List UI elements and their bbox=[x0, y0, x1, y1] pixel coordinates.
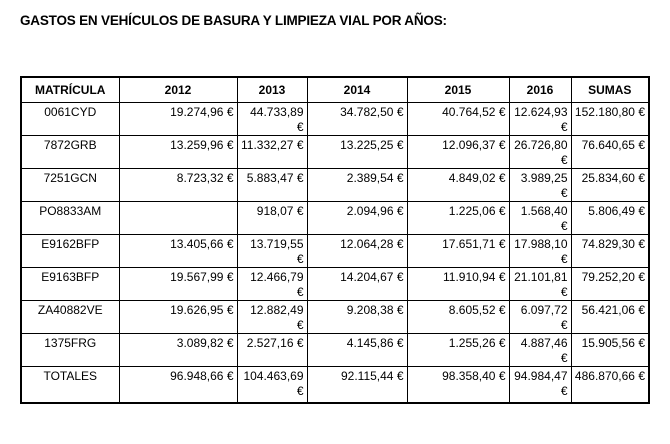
matricula-cell: E9162BFP bbox=[21, 235, 119, 268]
value-cell: 19.274,96 € bbox=[119, 103, 237, 136]
column-header-2014: 2014 bbox=[307, 77, 407, 103]
value-cell: 19.567,99 € bbox=[119, 268, 237, 301]
grand-total-cell: 486.870,66 € bbox=[571, 367, 649, 403]
value-cell: 4.145,86 € bbox=[307, 334, 407, 367]
matricula-cell: 0061CYD bbox=[21, 103, 119, 136]
value-cell: 21.101,81 € bbox=[509, 268, 571, 301]
matricula-cell: 7251GCN bbox=[21, 169, 119, 202]
table-row bbox=[21, 136, 649, 169]
value-cell: 8.723,32 € bbox=[119, 169, 237, 202]
value-cell: 12.882,49 € bbox=[237, 301, 307, 334]
expenses-table bbox=[20, 76, 650, 404]
value-cell: 13.405,66 € bbox=[119, 235, 237, 268]
value-cell: 3.089,82 € bbox=[119, 334, 237, 367]
value-cell: 5.883,47 € bbox=[237, 169, 307, 202]
sum-cell: 15.905,56 € bbox=[571, 334, 649, 367]
value-cell: 14.204,67 € bbox=[307, 268, 407, 301]
column-header-matricula: MATRÍCULA bbox=[21, 77, 119, 103]
value-cell: 4.887,46 € bbox=[509, 334, 571, 367]
column-header-2013: 2013 bbox=[237, 77, 307, 103]
sum-cell: 56.421,06 € bbox=[571, 301, 649, 334]
value-cell: 1.568,40 € bbox=[509, 202, 571, 235]
table-row bbox=[21, 301, 649, 334]
sum-cell: 152.180,80 € bbox=[571, 103, 649, 136]
value-cell: 12.466,79 € bbox=[237, 268, 307, 301]
column-header-2015: 2015 bbox=[407, 77, 509, 103]
sum-cell: 79.252,20 € bbox=[571, 268, 649, 301]
value-cell: 1.225,06 € bbox=[407, 202, 509, 235]
value-cell: 34.782,50 € bbox=[307, 103, 407, 136]
total-cell: 94.984,47 € bbox=[509, 367, 571, 403]
table-row bbox=[21, 268, 649, 301]
table-row bbox=[21, 334, 649, 367]
page-title: GASTOS EN VEHÍCULOS DE BASURA Y LIMPIEZA VIAL POR AÑOS: bbox=[20, 13, 447, 28]
total-cell: 98.358,40 € bbox=[407, 367, 509, 403]
value-cell: 11.332,27 € bbox=[237, 136, 307, 169]
column-header-2016: 2016 bbox=[509, 77, 571, 103]
value-cell: 13.225,25 € bbox=[307, 136, 407, 169]
value-cell: 13.719,55 € bbox=[237, 235, 307, 268]
value-cell: 26.726,80 € bbox=[509, 136, 571, 169]
table-row bbox=[21, 169, 649, 202]
value-cell: 17.988,10 € bbox=[509, 235, 571, 268]
value-cell: 9.208,38 € bbox=[307, 301, 407, 334]
column-header-2012: 2012 bbox=[119, 77, 237, 103]
table-row bbox=[21, 103, 649, 136]
value-cell: 12.624,93 € bbox=[509, 103, 571, 136]
matricula-cell: E9163BFP bbox=[21, 268, 119, 301]
value-cell: 3.989,25 € bbox=[509, 169, 571, 202]
column-header-sumas: SUMAS bbox=[571, 77, 649, 103]
value-cell: 11.910,94 € bbox=[407, 268, 509, 301]
value-cell: 12.064,28 € bbox=[307, 235, 407, 268]
value-cell: 17.651,71 € bbox=[407, 235, 509, 268]
value-cell bbox=[119, 202, 237, 235]
total-cell: 96.948,66 € bbox=[119, 367, 237, 403]
value-cell: 40.764,52 € bbox=[407, 103, 509, 136]
value-cell: 13.259,96 € bbox=[119, 136, 237, 169]
value-cell: 918,07 € bbox=[237, 202, 307, 235]
value-cell: 6.097,72 € bbox=[509, 301, 571, 334]
matricula-cell: 1375FRG bbox=[21, 334, 119, 367]
value-cell: 8.605,52 € bbox=[407, 301, 509, 334]
table-header-row bbox=[21, 77, 649, 103]
totals-label: TOTALES bbox=[21, 367, 119, 403]
total-cell: 104.463,69 € bbox=[237, 367, 307, 403]
total-cell: 92.115,44 € bbox=[307, 367, 407, 403]
matricula-cell: ZA40882VE bbox=[21, 301, 119, 334]
sum-cell: 74.829,30 € bbox=[571, 235, 649, 268]
value-cell: 12.096,37 € bbox=[407, 136, 509, 169]
table-row bbox=[21, 235, 649, 268]
matricula-cell: 7872GRB bbox=[21, 136, 119, 169]
value-cell: 2.389,54 € bbox=[307, 169, 407, 202]
value-cell: 19.626,95 € bbox=[119, 301, 237, 334]
sum-cell: 5.806,49 € bbox=[571, 202, 649, 235]
sum-cell: 25.834,60 € bbox=[571, 169, 649, 202]
value-cell: 4.849,02 € bbox=[407, 169, 509, 202]
matricula-cell: PO8833AM bbox=[21, 202, 119, 235]
value-cell: 2.527,16 € bbox=[237, 334, 307, 367]
table-row bbox=[21, 202, 649, 235]
totals-row bbox=[21, 367, 649, 403]
value-cell: 1.255,26 € bbox=[407, 334, 509, 367]
sum-cell: 76.640,65 € bbox=[571, 136, 649, 169]
value-cell: 2.094,96 € bbox=[307, 202, 407, 235]
value-cell: 44.733,89 € bbox=[237, 103, 307, 136]
